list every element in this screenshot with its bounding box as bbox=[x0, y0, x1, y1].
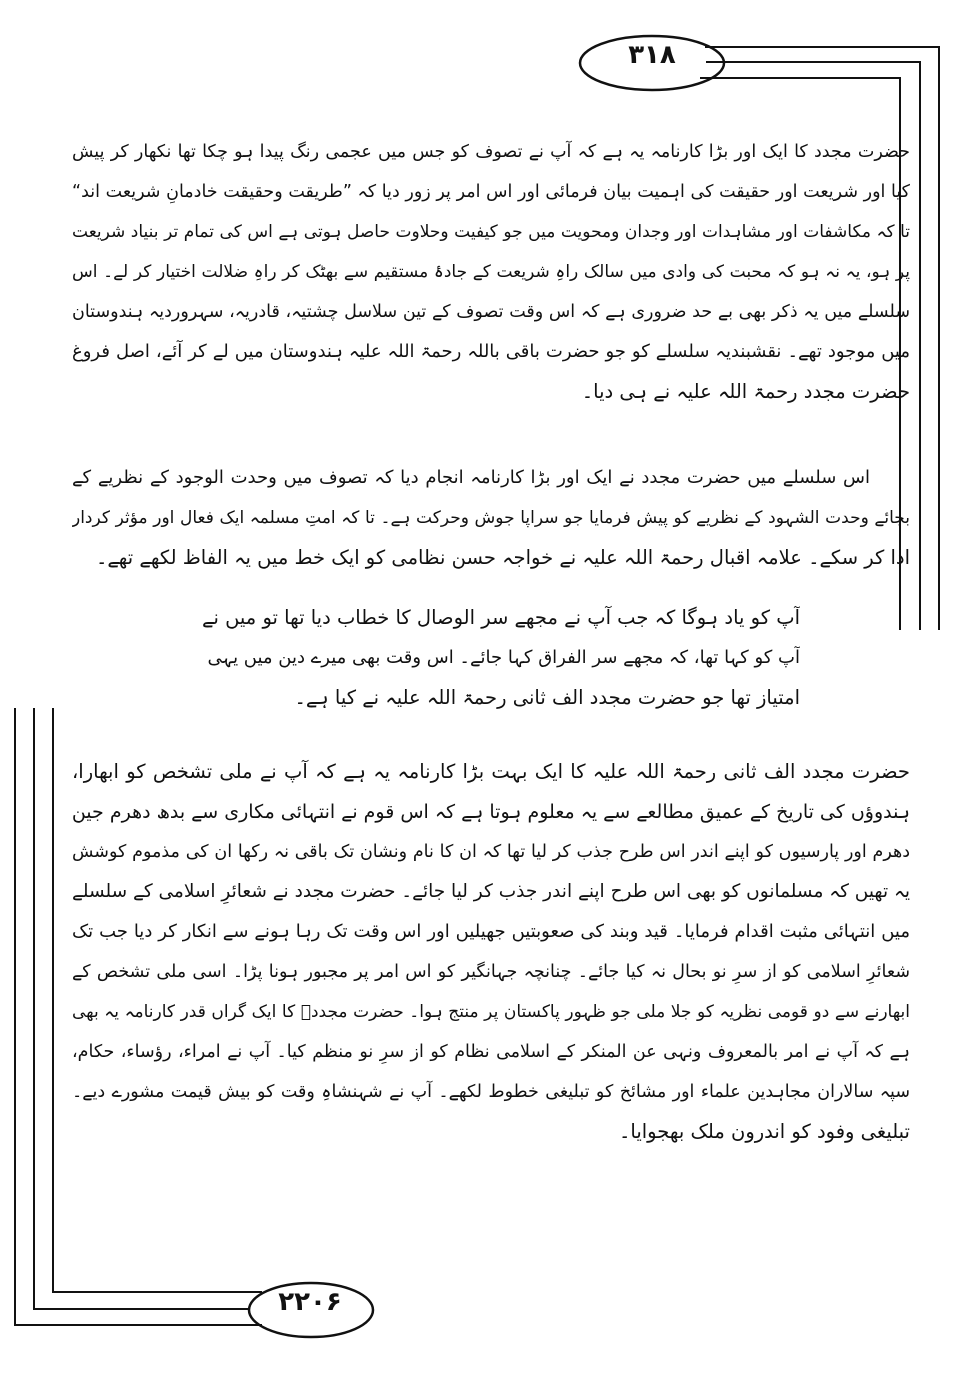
block-quote bbox=[200, 598, 800, 718]
page-number-bottom: ۲۲۰۶ bbox=[278, 1287, 342, 1317]
quote-line: آپ کو کہا تھا، کہ مجھے سر الفراق کہا جائے۔ اس وقت بھی میرے دین میں یہی bbox=[207, 647, 800, 668]
text-line: ہے کہ آپ نے امر بالمعروف ونہی عن المنکر کے اسلامی نظام کو از سرِ نو منظم کیا۔ آپ نے امراء، رؤساء، حکام، bbox=[72, 1042, 910, 1062]
text-line: ادا کر سکے۔ علامہ اقبال رحمۃ اللہ علیہ نے خواجہ حسن نظامی کو ایک خط میں یہ الفاظ لکھے تھے۔ bbox=[95, 546, 910, 569]
text-line: میں موجود تھے۔ نقشبندیہ سلسلے کو جو حضرت باقی باللہ رحمۃ اللہ علیہ ہندوستان میں لے کر آئے، اصل فروغ bbox=[72, 341, 910, 362]
text-line: حضرت مجدد الف ثانی رحمۃ اللہ علیہ کا ایک بہت بڑا کارنامہ یہ ہے کہ آپ نے ملی تشخص کو ابھارا، bbox=[72, 760, 910, 783]
text-line: بجائے وحدت الشہود کے نظریے کو پیش فرمایا جو سراپا جوش وحرکت ہے۔ تا کہ امتِ مسلمہ ایک فعال اور مؤثر کردار bbox=[72, 508, 910, 528]
text-line: کیا اور شریعت اور حقیقت کی اہمیت بیان فرمائی اور اس امر پر زور دیا کہ ”طریقت وحقیقت خادمانِ شریعت اند“ bbox=[72, 182, 910, 202]
text-line: سلسلے میں یہ ذکر بھی بے حد ضروری ہے کہ اس وقت تصوف کے تین سلاسل چشتیہ، قادریہ، سہروردیہ ہندوستان bbox=[72, 302, 910, 322]
text-line: تبلیغی وفود کو اندرون ملک بھجوایا۔ bbox=[618, 1120, 910, 1143]
quote-line: امتیاز تھا جو حضرت مجدد الف ثانی رحمۃ اللہ علیہ نے کیا ہے۔ bbox=[294, 686, 800, 709]
text-line: حضرت مجدد رحمۃ اللہ علیہ نے ہی دیا۔ bbox=[581, 380, 910, 403]
text-line: یہ تھیں کہ مسلمانوں کو بھی اس طرح اپنے اندر جذب کر لیا جائے۔ حضرت مجدد نے شعائرِ اسلامی کے سلسلے bbox=[72, 881, 910, 902]
text-line: حضرت مجدد کا ایک اور بڑا کارنامہ یہ ہے کہ آپ نے تصوف کو جس میں عجمی رنگ پیدا ہو چکا تھا نکھار کر پیش bbox=[72, 142, 910, 162]
text-line: اس سلسلے میں حضرت مجدد نے ایک اور بڑا کارنامہ انجام دیا کہ تصوف میں وحدت الوجود کے نظریے کے bbox=[72, 467, 870, 488]
paragraph-1 bbox=[72, 132, 910, 412]
text-line: ابھارنے سے دو قومی نظریہ کو جلا ملی جو ظہور پاکستان پر منتج ہوا۔ حضرت مجددؒ کا ایک گراں قدر کارنامہ یہ بھی bbox=[72, 1002, 910, 1022]
text-line: پر ہو، یہ نہ ہو کہ محبت کی وادی میں سالک راہِ شریعت کے جادۂ مستقیم سے بھٹک کر راہِ ضلالت اختیار کر لے۔ اس bbox=[72, 262, 910, 282]
quote-line: آپ کو یاد ہوگا کہ جب آپ نے مجھے سر الوصال کا خطاب دیا تھا تو میں نے bbox=[202, 606, 800, 629]
paragraph-2 bbox=[72, 458, 910, 578]
text-line: سپہ سالاران مجاہدین علماء اور مشائخ کو تبلیغی خطوط لکھے۔ آپ نے شہنشاہِ وقت کو بیش قیمت مشورے دیے۔ bbox=[72, 1082, 910, 1102]
text-line: میں انتہائی مثبت اقدام فرمایا۔ قید وبند کی صعوبتیں جھیلیں اور اس وقت تک رہا ہونے سے انکار کر دیا جب تک bbox=[72, 921, 910, 942]
text-line: شعائرِ اسلامی کو از سرِ نو بحال نہ کیا جائے۔ چنانچہ جہانگیر کو اس امر پر مجبور ہونا پڑا۔ اسی ملی تشخص کے bbox=[72, 962, 910, 982]
text-line: تا کہ مکاشفات اور مشاہدات اور وجدان ومحویت میں جو کیفیت وحلاوت حاصل ہوتی ہے اس کی تمام تر بنیاد شریعت bbox=[72, 222, 910, 242]
paragraph-3 bbox=[72, 752, 910, 1152]
page-number-top: ۳۱۸ bbox=[628, 40, 676, 70]
text-line: دھرم اور پارسیوں کو اپنے اندر اس طرح جذب کر لیا تھا کہ ان کا نام ونشان تک باقی نہ رکھا ان کی مذموم کوشش bbox=[72, 842, 910, 862]
text-line: ہندوؤں کی تاریخ کے عمیق مطالعے سے یہ معلوم ہوتا ہے کہ اس قوم نے انتہائی مکاری سے بدھ دھرم جین bbox=[72, 801, 910, 823]
